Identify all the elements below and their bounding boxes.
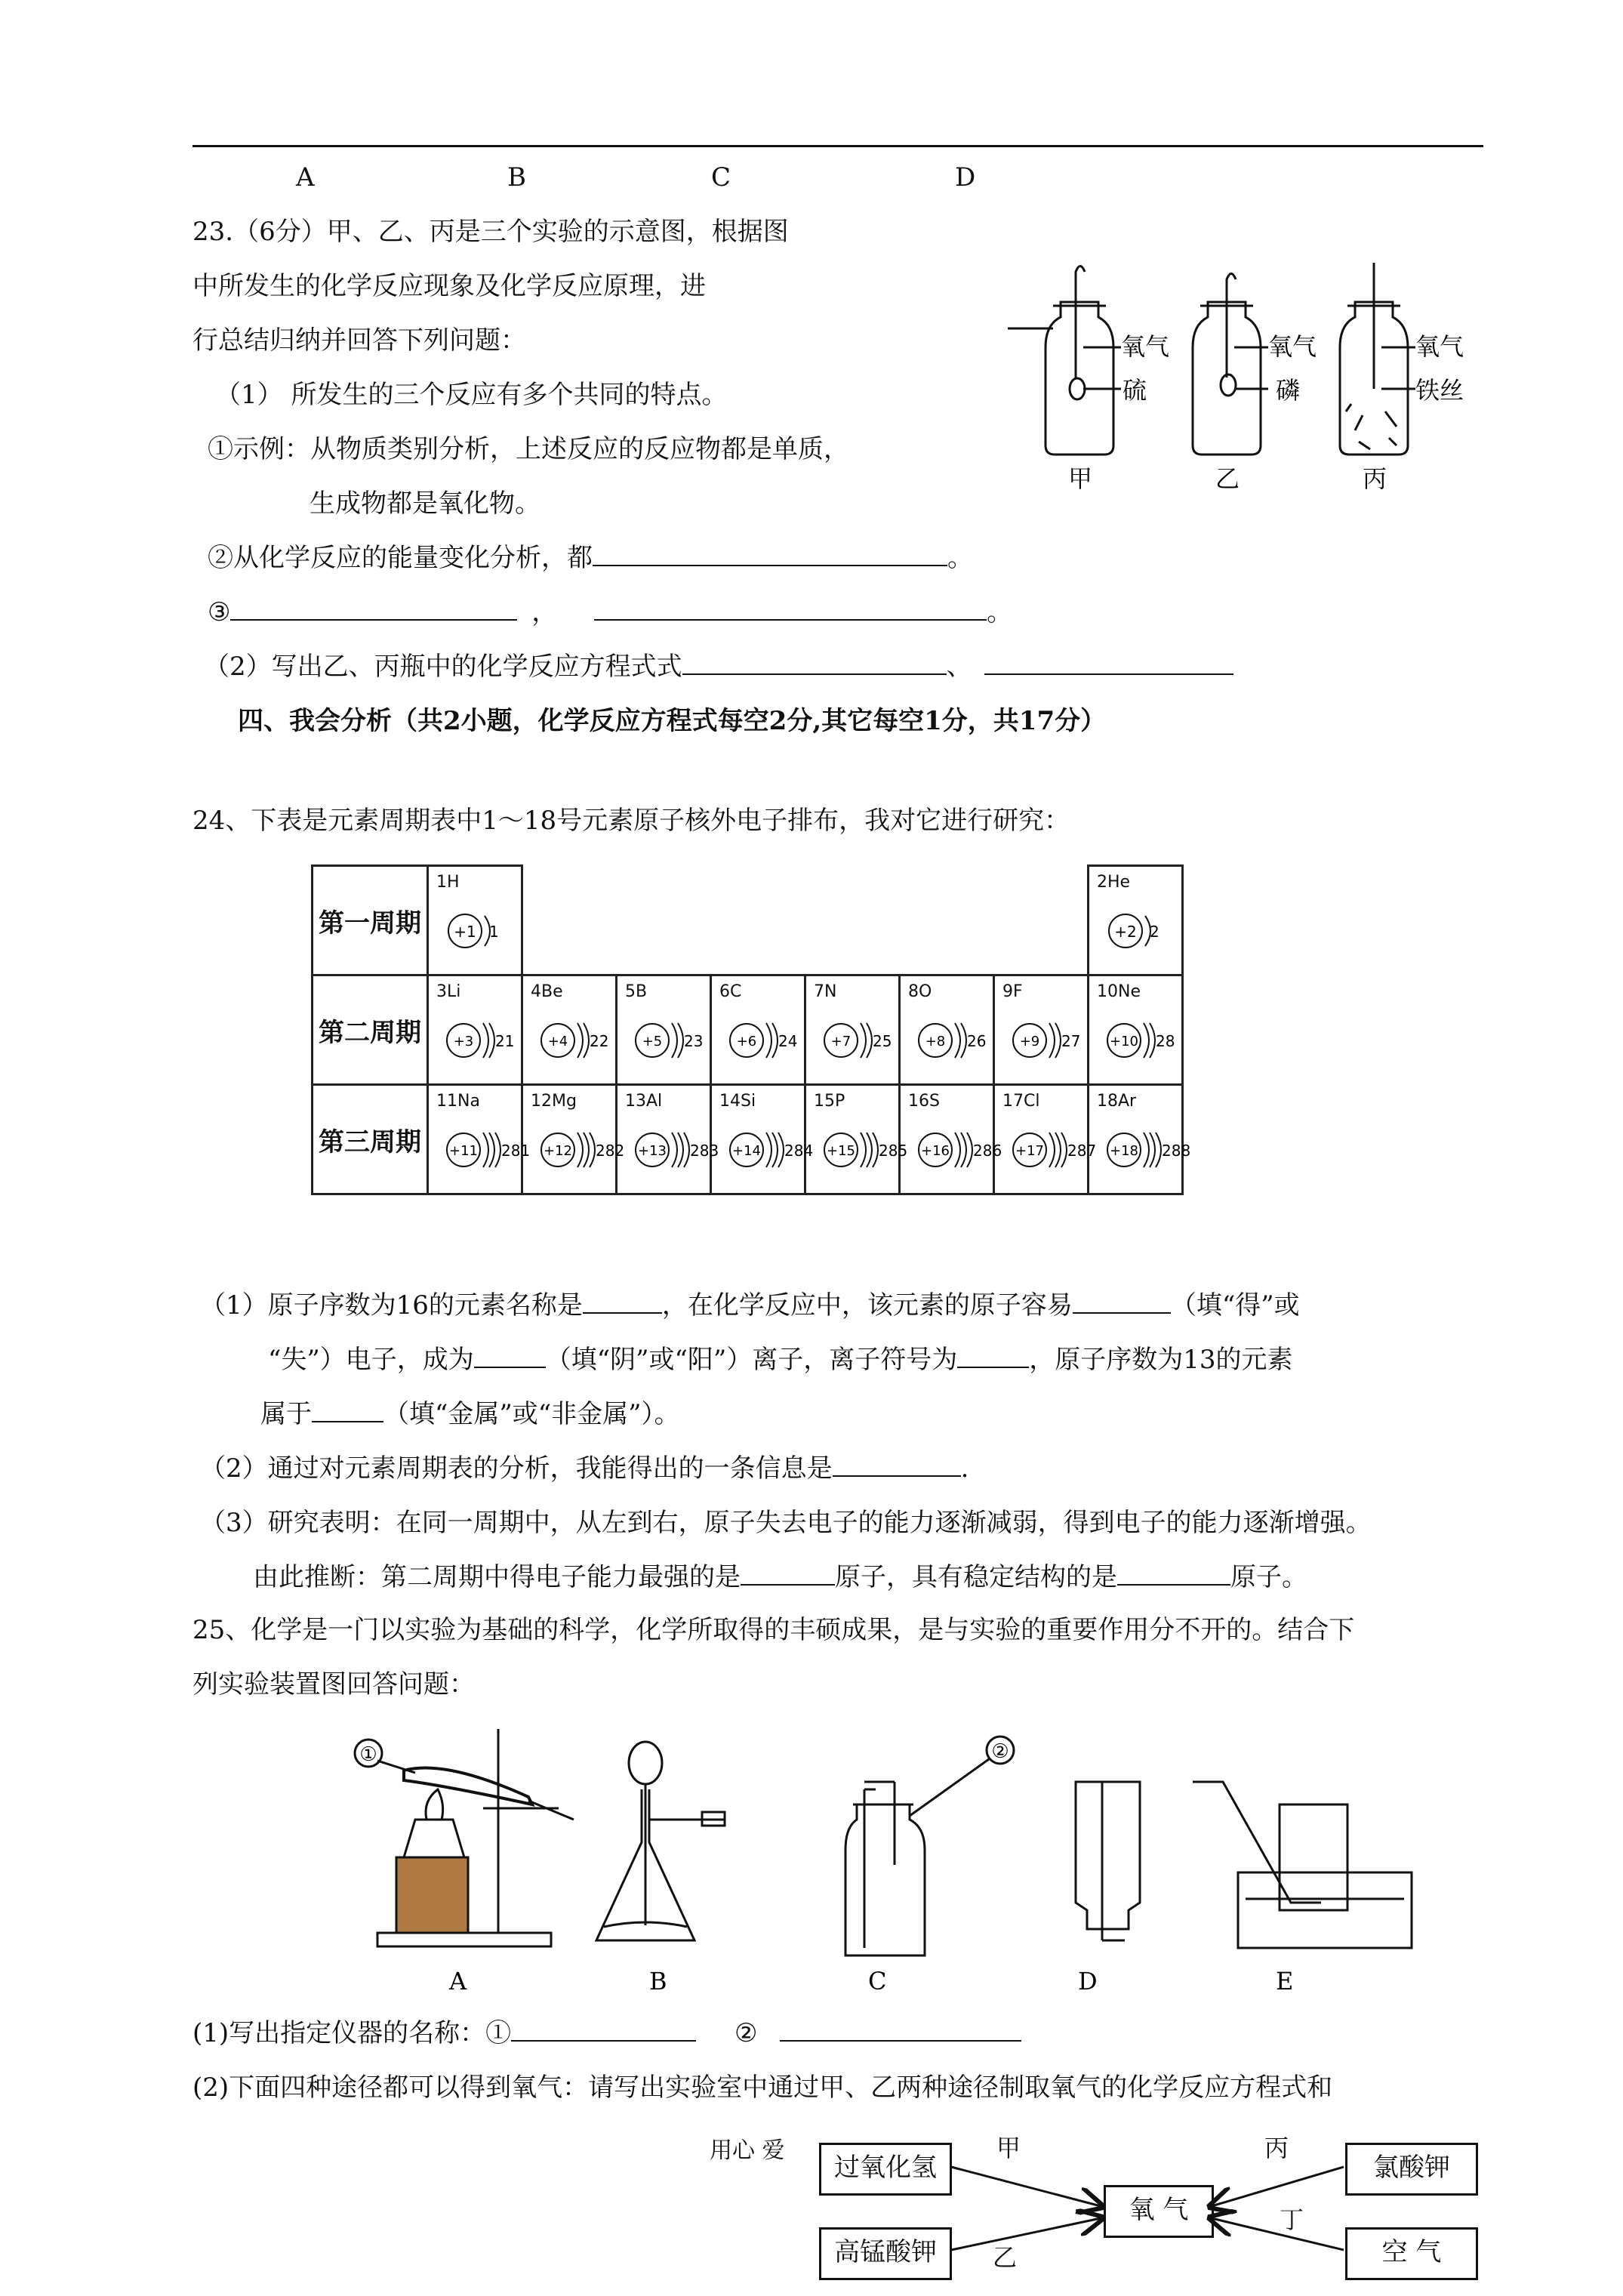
q24-s1-line2: “失”）电子，成为 （填“阴”或“阳”）离子，离子符号为 ，原子序数为13的元素 xyxy=(268,1345,1293,1375)
q23-q2: ②从化学反应的能量变化分析，都 。 xyxy=(208,543,973,573)
apparatus-e-label: E xyxy=(1276,1967,1294,1996)
svg-text:+6: +6 xyxy=(736,1034,757,1049)
route-yi: 乙 xyxy=(993,2243,1018,2272)
svg-text:22: 22 xyxy=(590,1032,609,1050)
svg-text:+5: +5 xyxy=(642,1034,663,1049)
answer-blank[interactable] xyxy=(474,1344,546,1368)
svg-text:+7: +7 xyxy=(830,1034,852,1049)
svg-text:26: 26 xyxy=(967,1032,987,1050)
q23-q3: ③ ， 。 xyxy=(208,597,1013,627)
apparatus-a-label: A xyxy=(449,1967,467,1996)
svg-text:+4: +4 xyxy=(547,1034,568,1049)
option-c: C xyxy=(711,162,731,193)
answer-blank[interactable] xyxy=(312,1398,383,1422)
svg-text:287: 287 xyxy=(1067,1142,1097,1160)
answer-blank[interactable] xyxy=(984,651,1233,675)
svg-text:+15: +15 xyxy=(827,1143,855,1159)
element-cell: 15P +15 285 xyxy=(805,1085,900,1194)
q23-part2: （2）写出乙、丙瓶中的化学反应方程式式 、 xyxy=(204,651,1233,683)
element-cell: 16S +16 286 xyxy=(900,1085,994,1194)
svg-text:288: 288 xyxy=(1162,1142,1191,1160)
q23-intro-3: 行总结归纳并回答下列问题： xyxy=(192,325,526,356)
q25-s1: (1)写出指定仪器的名称：① ② xyxy=(192,2017,1021,2049)
footer-text: 用心 爱 xyxy=(710,2137,785,2164)
section4-heading: 四、我会分析（共2小题，化学反应方程式每空2分,其它每空1分，共17分） xyxy=(238,706,1107,736)
marker-2: ② xyxy=(991,1740,1009,1763)
element-cell: 8O +8 26 xyxy=(900,975,994,1085)
element-cell: 7N +7 25 xyxy=(805,975,900,1085)
q25-s2: (2)下面四种途径都可以得到氧气：请写出实验室中通过甲、乙两种途径制取氧气的化学反应方程式和 xyxy=(192,2073,1333,2103)
svg-text:27: 27 xyxy=(1061,1032,1081,1050)
element-cell: 14Si +14 284 xyxy=(711,1085,805,1194)
bottle3-gas: 氧气 xyxy=(1415,332,1464,361)
element-cell: 6C +6 24 xyxy=(711,975,805,1085)
box-oxygen: 氧 气 xyxy=(1104,2185,1214,2238)
box-potassium-chlorate: 氯酸钾 xyxy=(1345,2143,1478,2196)
answer-blank[interactable] xyxy=(583,1290,662,1314)
bottle2-name: 乙 xyxy=(1215,464,1240,493)
q23-example-2: 生成物都是氧化物。 xyxy=(310,488,540,519)
svg-text:21: 21 xyxy=(495,1032,515,1050)
answer-blank[interactable] xyxy=(1073,1290,1171,1314)
svg-text:+17: +17 xyxy=(1015,1143,1044,1159)
apparatus-b-label: B xyxy=(649,1967,667,1996)
answer-blank[interactable] xyxy=(230,596,517,621)
svg-text:285: 285 xyxy=(879,1142,908,1160)
period-3-label: 第三周期 xyxy=(313,1085,428,1194)
svg-text:+3: +3 xyxy=(453,1034,474,1049)
q23-example-1: ①示例：从物质类别分析，上述反应的反应物都是单质， xyxy=(208,434,849,464)
bottle1-substance: 硫 xyxy=(1123,376,1147,405)
lab-apparatus-figure xyxy=(332,1729,1510,2001)
combustion-bottles-figure xyxy=(1008,257,1491,498)
element-cell: 10Ne +10 28 xyxy=(1089,975,1183,1085)
route-bing: 丙 xyxy=(1264,2134,1289,2162)
q24-intro: 24、下表是元素周期表中1～18号元素原子核外电子排布，我对它进行研究： xyxy=(192,806,1070,836)
svg-text:25: 25 xyxy=(873,1032,892,1050)
answer-blank[interactable] xyxy=(682,651,947,675)
element-cell: 12Mg +12 282 xyxy=(522,1085,617,1194)
svg-text:+2: +2 xyxy=(1114,923,1137,941)
answer-blank[interactable] xyxy=(593,542,947,566)
route-ding: 丁 xyxy=(1280,2205,1304,2234)
answer-blank[interactable] xyxy=(1117,1561,1230,1586)
svg-text:282: 282 xyxy=(596,1142,625,1160)
svg-text:2: 2 xyxy=(1150,923,1160,941)
svg-text:+12: +12 xyxy=(544,1143,572,1159)
q25-intro-2: 列实验装置图回答问题： xyxy=(192,1669,475,1700)
box-air: 空 气 xyxy=(1345,2227,1478,2280)
svg-text:286: 286 xyxy=(973,1142,1002,1160)
answer-blank[interactable] xyxy=(833,1453,961,1477)
element-cell: 2He +2 2 xyxy=(1089,866,1183,975)
route-jia: 甲 xyxy=(996,2134,1021,2162)
svg-text:1: 1 xyxy=(489,923,499,941)
bottle3-name: 丙 xyxy=(1363,464,1387,493)
element-cell: 3Li +3 21 xyxy=(428,975,522,1085)
svg-text:23: 23 xyxy=(684,1032,704,1050)
svg-text:284: 284 xyxy=(784,1142,814,1160)
svg-text:+1: +1 xyxy=(454,923,476,941)
apparatus-c-label: C xyxy=(868,1967,887,1996)
q24-s2: （2）通过对元素周期表的分析，我能得出的一条信息是 . xyxy=(200,1453,969,1484)
q24-s3-line2: 由此推断：第二周期中得电子能力最强的是 原子，具有稳定结构的是 原子。 xyxy=(253,1562,1307,1592)
svg-text:+14: +14 xyxy=(732,1143,761,1159)
element-cell: 1H +1 1 xyxy=(428,866,522,975)
svg-text:283: 283 xyxy=(690,1142,719,1160)
svg-text:+16: +16 xyxy=(921,1143,950,1159)
q24-s3-line1: （3）研究表明：在同一周期中，从左到右，原子失去电子的能力逐渐减弱，得到电子的能力逐渐增强。 xyxy=(200,1508,1372,1538)
q25-intro-1: 25、化学是一门以实验为基础的科学，化学所取得的丰硕成果，是与实验的重要作用分不开的。结合下 xyxy=(192,1615,1355,1645)
bottle1-gas: 氧气 xyxy=(1121,332,1170,361)
box-hydrogen-peroxide: 过氧化氢 xyxy=(819,2143,952,2196)
element-cell: 5B +5 23 xyxy=(617,975,711,1085)
q24-s1-line1: （1）原子序数为16的元素名称是 ，在化学反应中，该元素的原子容易 （填“得”或 xyxy=(200,1290,1300,1321)
q23-intro-2: 中所发生的化学反应现象及化学反应原理，进 xyxy=(192,271,706,301)
element-cell: 18Ar +18 288 xyxy=(1089,1085,1183,1194)
element-cell: 11Na +11 281 xyxy=(428,1085,522,1194)
q24-s1-line3: 属于 （填“金属”或“非金属”）。 xyxy=(260,1399,680,1429)
apparatus-d-label: D xyxy=(1078,1967,1098,1996)
svg-text:24: 24 xyxy=(778,1032,798,1050)
period-1-label: 第一周期 xyxy=(313,866,428,975)
bottle1-name: 甲 xyxy=(1068,464,1093,493)
option-a: A xyxy=(296,162,315,193)
bottle2-substance: 磷 xyxy=(1276,376,1301,405)
answer-blank[interactable] xyxy=(957,1344,1029,1368)
periodic-table xyxy=(311,864,1191,1195)
svg-text:+8: +8 xyxy=(925,1034,946,1049)
option-b: B xyxy=(507,162,526,193)
box-potassium-permanganate: 高锰酸钾 xyxy=(819,2227,952,2280)
q23-part1: （1） 所发生的三个反应有多个共同的特点。 xyxy=(215,380,728,410)
element-cell: 13Al +13 283 xyxy=(617,1085,711,1194)
marker-1: ① xyxy=(359,1743,377,1766)
svg-text:+13: +13 xyxy=(638,1143,667,1159)
bottle2-gas: 氧气 xyxy=(1268,332,1317,361)
top-rule xyxy=(192,145,1483,147)
answer-blank[interactable] xyxy=(511,2017,696,2042)
element-cell: 9F +9 27 xyxy=(994,975,1089,1085)
answer-blank[interactable] xyxy=(594,596,987,621)
option-d: D xyxy=(955,162,976,193)
q23-intro-1: 23.（6分）甲、乙、丙是三个实验的示意图，根据图 xyxy=(192,217,789,247)
element-cell: 4Be +4 22 xyxy=(522,975,617,1085)
period-2-label: 第二周期 xyxy=(313,975,428,1085)
element-cell: 17Cl +17 287 xyxy=(994,1085,1089,1194)
bottle3-substance: 铁丝 xyxy=(1415,376,1464,405)
svg-text:28: 28 xyxy=(1156,1032,1175,1050)
svg-text:+18: +18 xyxy=(1110,1143,1138,1159)
svg-text:+9: +9 xyxy=(1019,1034,1040,1049)
svg-text:+10: +10 xyxy=(1110,1034,1138,1049)
svg-text:+11: +11 xyxy=(449,1143,478,1159)
svg-text:281: 281 xyxy=(501,1142,531,1160)
answer-blank[interactable] xyxy=(741,1561,835,1586)
answer-blank[interactable] xyxy=(780,2017,1021,2042)
